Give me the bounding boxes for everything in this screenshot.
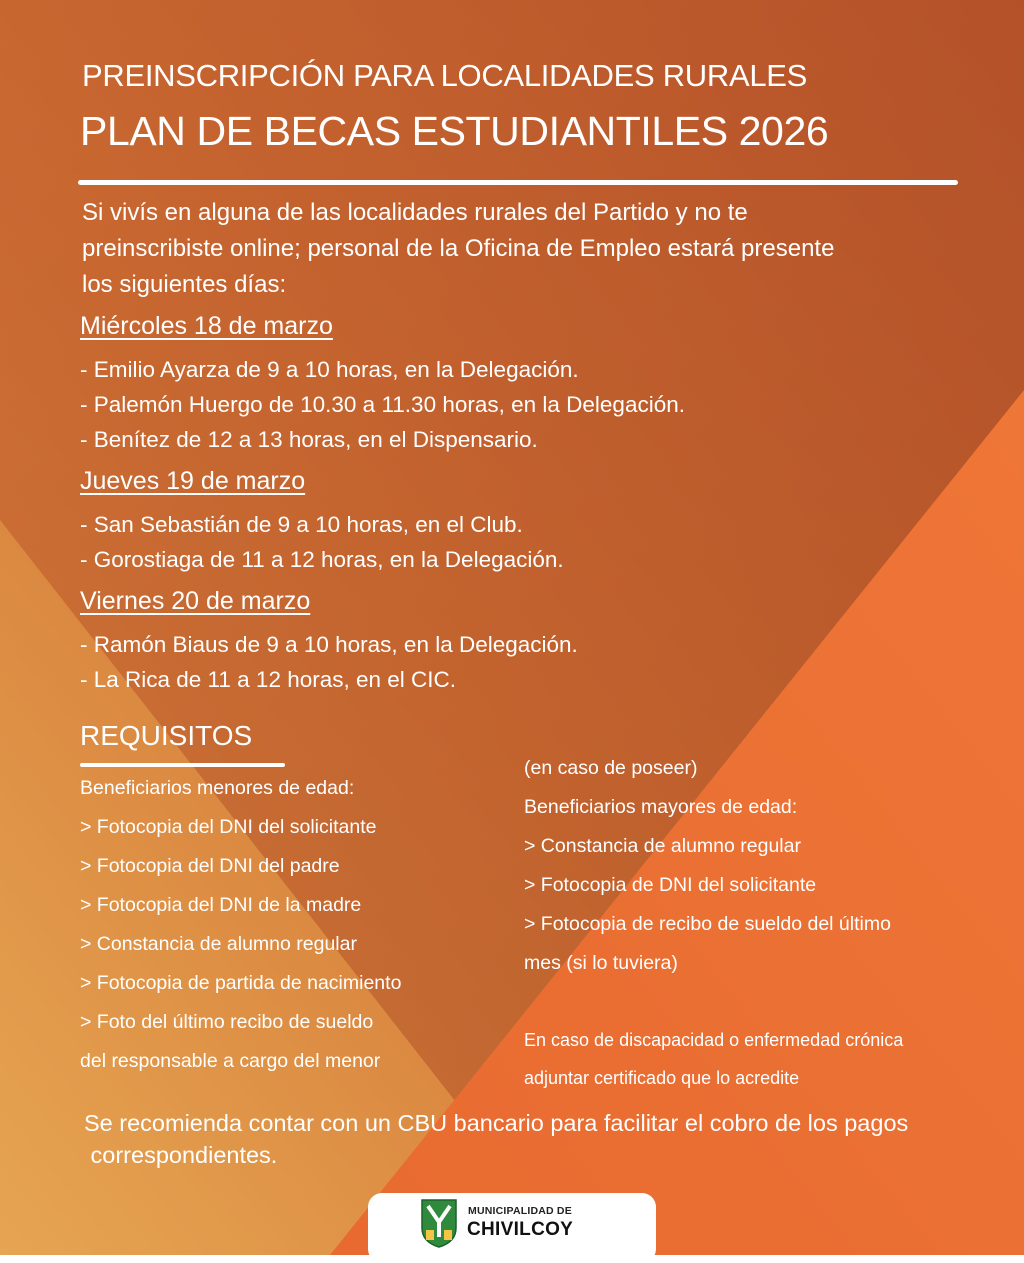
note-line: adjuntar certificado que lo acredite — [524, 1068, 800, 1088]
day-heading-jueves: Jueves 19 de marzo — [80, 467, 306, 495]
requirement-item: mes (si lo tuviera) — [524, 952, 678, 974]
schedule-entry: - Benítez de 12 a 13 horas, en el Dispensario. — [80, 427, 538, 452]
requirements-divider — [80, 763, 285, 767]
intro-line: Si vivís en alguna de las localidades rurales del Partido y no te — [82, 199, 748, 226]
schedule-entry: - Emilio Ayarza de 9 a 10 horas, en la Delegación. — [80, 357, 579, 382]
municipality-logo — [368, 1193, 656, 1263]
day-heading-viernes: Viernes 20 de marzo — [80, 587, 311, 615]
schedule-entry: - San Sebastián de 9 a 10 horas, en el Club. — [80, 512, 523, 537]
logo-caption: MUNICIPALIDAD DE — [468, 1205, 572, 1217]
header-divider — [78, 180, 958, 185]
intro-line: los siguientes días: — [82, 271, 287, 298]
shield-icon — [420, 1198, 458, 1248]
disability-note — [524, 1021, 903, 1097]
requirement-item: (en caso de poseer) — [524, 757, 698, 779]
schedule-entry: - La Rica de 11 a 12 horas, en el CIC. — [80, 667, 457, 692]
footer-line: Se recomienda contar con un CBU bancario para facilitar el cobro de los pagos — [84, 1110, 909, 1136]
intro-line: preinscribiste online; personal de la Oficina de Empleo estará presente — [82, 235, 835, 262]
requirement-item: > Fotocopia del DNI de la madre — [80, 894, 362, 916]
header-title: PLAN DE BECAS ESTUDIANTILES 2026 — [80, 108, 829, 154]
day-heading-miercoles: Miércoles 18 de marzo — [80, 312, 333, 340]
requirements-title: REQUISITOS — [80, 720, 253, 751]
footer-line: correspondientes. — [84, 1142, 278, 1168]
requirement-item: > Fotocopia de DNI del solicitante — [524, 874, 817, 896]
cbu-recommendation — [84, 1107, 908, 1171]
requirement-item: > Fotocopia de partida de nacimiento — [80, 972, 402, 994]
requirement-item: > Constancia de alumno regular — [80, 933, 357, 955]
schedule-entry: - Ramón Biaus de 9 a 10 horas, en la Delegación. — [80, 632, 578, 657]
requirement-item: > Fotocopia del DNI del padre — [80, 855, 340, 877]
schedule-list-viernes — [80, 627, 578, 697]
note-line: En caso de discapacidad o enfermedad crónica — [524, 1030, 904, 1050]
requirement-item: > Fotocopia del DNI del solicitante — [80, 816, 377, 838]
requirements-adults-heading: Beneficiarios mayores de edad: — [524, 796, 798, 818]
schedule-entry: - Gorostiaga de 11 a 12 horas, en la Delegación. — [80, 547, 564, 572]
schedule-list-miercoles — [80, 352, 685, 457]
header-subtitle: PREINSCRIPCIÓN PARA LOCALIDADES RURALES — [82, 58, 808, 93]
logo-name: CHIVILCOY — [467, 1219, 574, 1240]
requirements-adults — [524, 749, 891, 983]
requirement-item: > Foto del último recibo de sueldo — [80, 1011, 374, 1033]
schedule-entry: - Palemón Huergo de 10.30 a 11.30 horas, en la Delegación. — [80, 392, 685, 417]
requirement-item: > Fotocopia de recibo de sueldo del último — [524, 913, 891, 935]
schedule-list-jueves — [80, 507, 564, 577]
intro-paragraph — [82, 195, 834, 303]
requirements-minors-heading: Beneficiarios menores de edad: — [80, 777, 355, 799]
requirements-minors — [80, 769, 401, 1081]
requirement-item: > Constancia de alumno regular — [524, 835, 801, 857]
requirement-item: del responsable a cargo del menor — [80, 1050, 381, 1072]
